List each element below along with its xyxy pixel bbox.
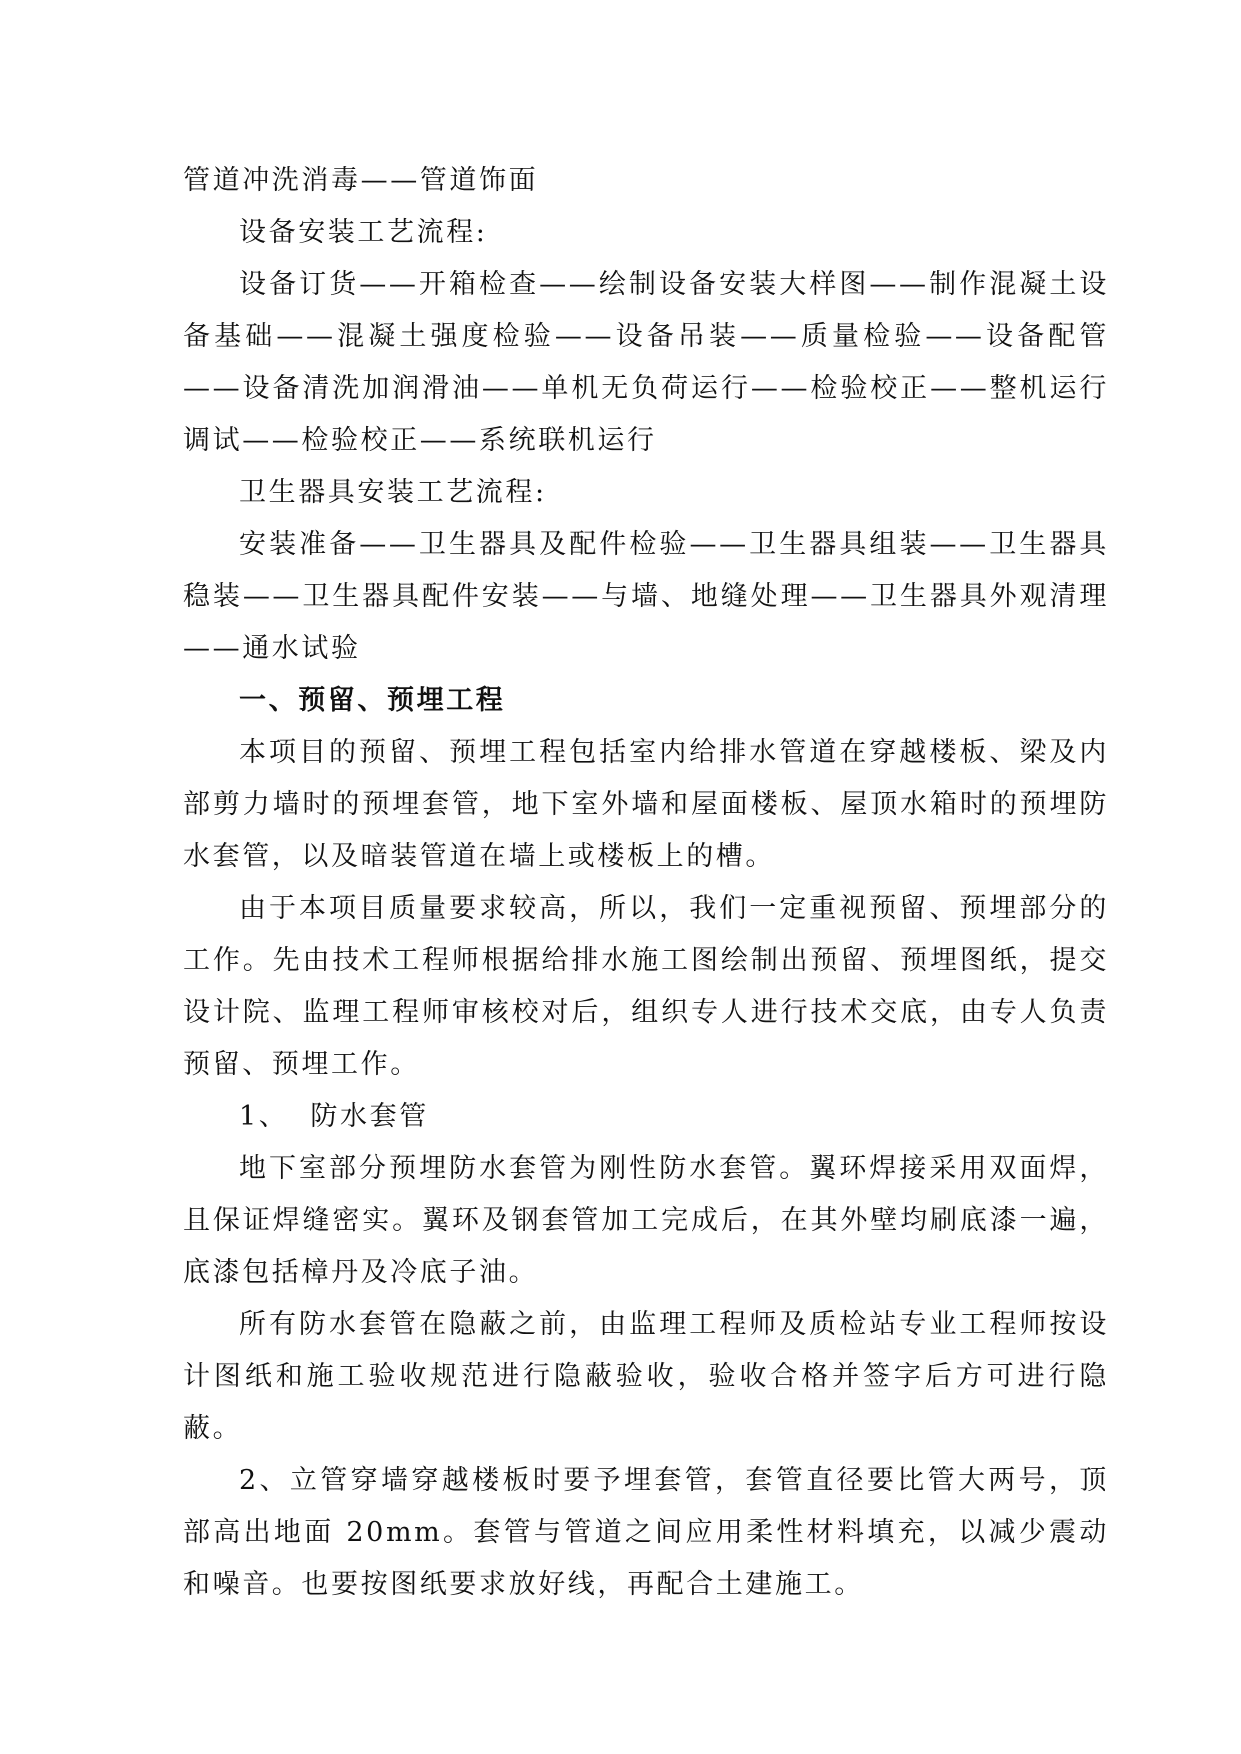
paragraph-sanitary-process: 安装准备——卫生器具及配件检验——卫生器具组装——卫生器具稳装——卫生器具配件安装——与墙、地缝处理——卫生器具外观清理——通水试验 bbox=[183, 529, 1109, 664]
paragraph-equipment-process-title: 设备安装工艺流程: bbox=[239, 217, 488, 248]
paragraph-quality: 由于本项目质量要求较高，所以，我们一定重视预留、预埋部分的工作。先由技术工程师根据给排水施工图绘制出预留、预埋图纸，提交设计院、监理工程师审核校对后，组织专人进行技术交底，由专人负责预留、预埋工作。 bbox=[183, 893, 1109, 1080]
paragraph-riser-sleeve: 2、立管穿墙穿越楼板时要予埋套管，套管直径要比管大两号，顶部高出地面 20mm。套管与管道之间应用柔性材料填充，以减少震动和噪音。也要按图纸要求放好线，再配合土建施工。 bbox=[183, 1465, 1109, 1600]
subheading-text: 防水套管 bbox=[310, 1101, 429, 1132]
paragraph-scope: 本项目的预留、预埋工程包括室内给排水管道在穿越楼板、梁及内部剪力墙时的预埋套管，地下室外墙和屋面楼板、屋顶水箱时的预埋防水套管，以及暗装管道在墙上或楼板上的槽。 bbox=[183, 737, 1109, 872]
paragraph-pipe-flushing: 管道冲洗消毒——管道饰面 bbox=[183, 165, 539, 196]
paragraph-concealment-check: 所有防水套管在隐蔽之前，由监理工程师及质检站专业工程师按设计图纸和施工验收规范进行隐蔽验收，验收合格并签字后方可进行隐蔽。 bbox=[183, 1309, 1109, 1444]
paragraph-equipment-process: 设备订货——开箱检查——绘制设备安装大样图——制作混凝土设备基础——混凝土强度检验——设备吊装——质量检验——设备配管——设备清洗加润滑油——单机无负荷运行——检验校正——整机运行调试——检验校正——系统联机运行 bbox=[183, 269, 1109, 456]
section-heading-reservation: 一、预留、预埋工程 bbox=[239, 685, 506, 716]
document-page bbox=[183, 155, 1109, 1611]
paragraph-sanitary-process-title: 卫生器具安装工艺流程: bbox=[239, 477, 547, 508]
paragraph-rigid-sleeve: 地下室部分预埋防水套管为刚性防水套管。翼环焊接采用双面焊，且保证焊缝密实。翼环及钢套管加工完成后，在其外壁均刷底漆一遍，底漆包括樟丹及冷底子油。 bbox=[183, 1153, 1109, 1288]
subheading-waterproof-sleeve bbox=[183, 1091, 1109, 1143]
subheading-number: 1、 bbox=[239, 1101, 289, 1132]
